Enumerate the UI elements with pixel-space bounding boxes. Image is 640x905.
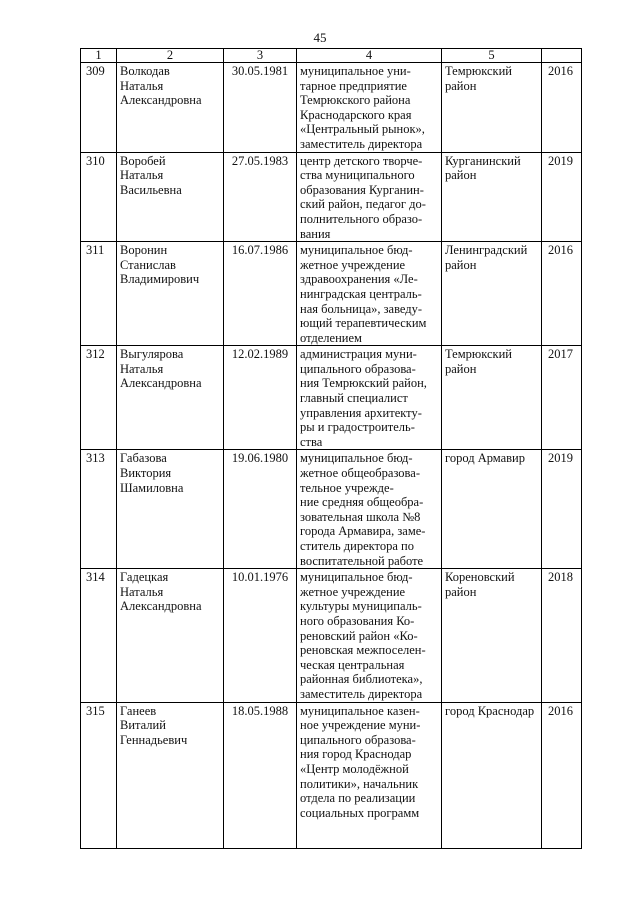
- workplace-line: муниципальное казен-: [300, 703, 420, 718]
- name-line: Выгулярова: [120, 347, 184, 362]
- district-line: район: [445, 78, 477, 93]
- workplace-line: ная больница», заведу-: [300, 301, 423, 316]
- birth-date: 18.05.1988: [224, 702, 297, 848]
- row-number: 315: [81, 702, 117, 848]
- person-name: [117, 450, 224, 569]
- workplace-position: [297, 242, 442, 346]
- workplace-line: ства муниципального: [300, 168, 415, 183]
- workplace-line: тельное учрежде-: [300, 480, 394, 495]
- district-line: район: [445, 257, 477, 272]
- workplace-line: администрация муни-: [300, 347, 417, 362]
- workplace-line: образования Курганин-: [300, 182, 424, 197]
- workplace-line: ства: [300, 434, 323, 449]
- workplace-line: реновский район «Ко-: [300, 628, 418, 643]
- workplace-position: [297, 346, 442, 450]
- workplace-line: ющий терапевтическим: [300, 316, 427, 331]
- name-line: Габазова: [120, 451, 167, 466]
- workplace-line: отделением: [300, 330, 362, 345]
- district-line: город Краснодар: [445, 703, 535, 718]
- district: [442, 242, 542, 346]
- district: [442, 569, 542, 702]
- district-line: район: [445, 168, 477, 183]
- table-row: [81, 152, 582, 242]
- workplace-position: [297, 63, 442, 153]
- workplace-position: [297, 702, 442, 848]
- workplace-line: муниципальное уни-: [300, 64, 411, 78]
- district: [442, 346, 542, 450]
- name-line: Воробей: [120, 153, 166, 168]
- row-number: 313: [81, 450, 117, 569]
- workplace-line: жетное учреждение: [300, 257, 406, 272]
- workplace-position: [297, 569, 442, 702]
- table-row: [81, 702, 582, 848]
- district: [442, 702, 542, 848]
- birth-date: 12.02.1989: [224, 346, 297, 450]
- workplace-position: [297, 450, 442, 569]
- workplace-position: [297, 152, 442, 242]
- workplace-line: реновская межпоселен-: [300, 643, 426, 658]
- year: 2019: [542, 450, 582, 569]
- workplace-line: ститель директора по: [300, 539, 414, 553]
- row-number: 312: [81, 346, 117, 450]
- column-header: 3: [224, 49, 297, 63]
- name-line: Александровна: [120, 376, 202, 391]
- table-row: [81, 569, 582, 702]
- year: 2016: [542, 702, 582, 848]
- district-line: Ленинградский: [445, 243, 528, 258]
- workplace-line: ческая центральная: [300, 657, 405, 672]
- workplace-line: ное учреждение муни-: [300, 718, 421, 733]
- workplace-line: муниципальное бюд-: [300, 243, 413, 258]
- row-number: 311: [81, 242, 117, 346]
- name-line: Александровна: [120, 93, 202, 108]
- workplace-line: заместитель директора: [300, 136, 423, 151]
- year: 2016: [542, 63, 582, 153]
- person-name: [117, 152, 224, 242]
- workplace-line: управления архитекту-: [300, 405, 422, 420]
- name-line: Виктория: [120, 466, 172, 481]
- column-header: 4: [297, 49, 442, 63]
- workplace-line: вания: [300, 226, 331, 241]
- column-header: 2: [117, 49, 224, 63]
- workplace-line: культуры муниципаль-: [300, 599, 422, 614]
- workplace-line: политики», начальник: [300, 776, 419, 791]
- workplace-line: жетное общеобразова-: [300, 466, 421, 481]
- birth-date: 30.05.1981: [224, 63, 297, 153]
- name-line: Волкодав: [120, 64, 170, 78]
- name-line: Владимирович: [120, 272, 200, 287]
- row-number: 314: [81, 569, 117, 702]
- table-row: [81, 242, 582, 346]
- workplace-line: «Центр молодёжной: [300, 761, 409, 776]
- workplace-line: тарное предприятие: [300, 78, 407, 93]
- name-line: Наталья: [120, 361, 164, 376]
- year: 2018: [542, 569, 582, 702]
- column-header: [542, 49, 582, 63]
- table-row: [81, 63, 582, 153]
- workplace-line: Темрюкского района: [300, 93, 411, 108]
- workplace-line: города Армавира, заме-: [300, 524, 426, 539]
- name-line: Васильевна: [120, 182, 182, 197]
- birth-date: 10.01.1976: [224, 569, 297, 702]
- workplace-line: главный специалист: [300, 391, 408, 406]
- registry-table: [80, 48, 582, 849]
- name-line: Наталья: [120, 78, 164, 93]
- workplace-line: ципального образова-: [300, 361, 416, 376]
- district: [442, 450, 542, 569]
- header-row: [81, 49, 582, 63]
- district-line: Темрюкский: [445, 347, 512, 362]
- workplace-line: ние средняя общеобра-: [300, 495, 424, 510]
- workplace-line: Краснодарского края: [300, 107, 412, 122]
- name-line: Станислав: [120, 257, 176, 272]
- district-line: район: [445, 361, 477, 376]
- person-name: [117, 63, 224, 153]
- page-number: 45: [313, 30, 327, 45]
- workplace-line: жетное учреждение: [300, 584, 406, 599]
- name-line: Воронин: [120, 243, 168, 258]
- workplace-line: ры и градостроитель-: [300, 420, 415, 435]
- name-line: Шамиловна: [120, 480, 184, 495]
- year: 2016: [542, 242, 582, 346]
- name-line: Наталья: [120, 168, 164, 183]
- district-line: город Армавир: [445, 451, 525, 466]
- name-line: Виталий: [120, 718, 166, 733]
- district-line: район: [445, 584, 477, 599]
- district: [442, 63, 542, 153]
- name-line: Геннадьевич: [120, 732, 188, 747]
- workplace-line: социальных программ: [300, 805, 420, 820]
- person-name: [117, 242, 224, 346]
- workplace-line: зовательная школа №8: [300, 509, 421, 524]
- row-number: 310: [81, 152, 117, 242]
- workplace-line: ния Темрюкский район,: [300, 376, 427, 391]
- person-name: [117, 702, 224, 848]
- birth-date: 19.06.1980: [224, 450, 297, 569]
- workplace-line: центр детского творче-: [300, 153, 423, 168]
- name-line: Ганеев: [120, 703, 157, 718]
- workplace-line: ного образования Ко-: [300, 613, 415, 628]
- year: 2019: [542, 152, 582, 242]
- workplace-line: воспитательной работе: [300, 553, 424, 568]
- birth-date: 16.07.1986: [224, 242, 297, 346]
- workplace-line: муниципальное бюд-: [300, 570, 413, 585]
- workplace-line: ципального образова-: [300, 732, 416, 747]
- name-line: Наталья: [120, 584, 164, 599]
- workplace-line: заместитель директора: [300, 686, 423, 701]
- district-line: Темрюкский: [445, 64, 512, 78]
- district: [442, 152, 542, 242]
- column-header: 5: [442, 49, 542, 63]
- table-row: [81, 346, 582, 450]
- person-name: [117, 346, 224, 450]
- row-number: 309: [81, 63, 117, 153]
- name-line: Гадецкая: [120, 570, 169, 585]
- workplace-line: муниципальное бюд-: [300, 451, 413, 466]
- name-line: Александровна: [120, 599, 202, 614]
- workplace-line: ский район, педагог до-: [300, 197, 426, 212]
- workplace-line: районная библиотека»,: [300, 672, 423, 687]
- district-line: Кореновский: [445, 570, 515, 585]
- year: 2017: [542, 346, 582, 450]
- workplace-line: «Центральный рынок»,: [300, 122, 425, 137]
- workplace-line: отдела по реализации: [300, 791, 416, 806]
- column-header: 1: [81, 49, 117, 63]
- birth-date: 27.05.1983: [224, 152, 297, 242]
- district-line: Курганинский: [445, 153, 521, 168]
- workplace-line: нинградская централь-: [300, 286, 422, 301]
- workplace-line: полнительного образо-: [300, 211, 423, 226]
- workplace-line: здравоохранения «Ле-: [300, 272, 418, 287]
- workplace-line: ния город Краснодар: [300, 747, 412, 762]
- person-name: [117, 569, 224, 702]
- table-row: [81, 450, 582, 569]
